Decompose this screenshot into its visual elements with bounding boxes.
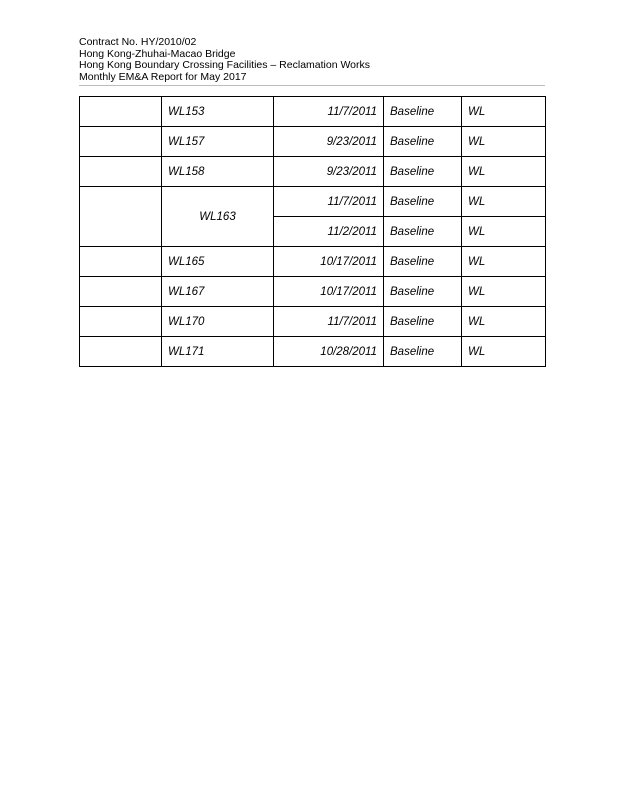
location-cell: WL153 [162, 97, 274, 127]
table-row [80, 187, 546, 217]
date-cell: 11/2/2011 [274, 217, 384, 247]
type-cell: Baseline [384, 187, 462, 217]
parameter-cell: WL [462, 277, 546, 307]
table-row [80, 307, 546, 337]
table-cell-blank [80, 97, 162, 127]
parameter-cell: WL [462, 307, 546, 337]
table-row [80, 157, 546, 187]
table-cell-blank [80, 337, 162, 367]
date-cell: 9/23/2011 [274, 157, 384, 187]
type-cell: Baseline [384, 127, 462, 157]
table-row [80, 127, 546, 157]
parameter-cell: WL [462, 127, 546, 157]
location-cell: WL167 [162, 277, 274, 307]
date-cell: 10/17/2011 [274, 277, 384, 307]
parameter-cell: WL [462, 157, 546, 187]
type-cell: Baseline [384, 97, 462, 127]
type-cell: Baseline [384, 337, 462, 367]
location-cell: WL157 [162, 127, 274, 157]
table-cell-blank [80, 307, 162, 337]
table-cell-blank [80, 277, 162, 307]
date-cell: 10/28/2011 [274, 337, 384, 367]
project-name: Hong Kong-Zhuhai-Macao Bridge [79, 47, 236, 60]
type-cell: Baseline [384, 277, 462, 307]
location-cell: WL165 [162, 247, 274, 277]
report-title: Monthly EM&A Report for May 2017 [79, 70, 247, 83]
type-cell: Baseline [384, 157, 462, 187]
location-cell: WL170 [162, 307, 274, 337]
type-cell: Baseline [384, 307, 462, 337]
works-name: Hong Kong Boundary Crossing Facilities – Reclamation Works [79, 59, 371, 71]
parameter-cell: WL [462, 247, 546, 277]
location-cell: WL163 [162, 187, 274, 247]
page-header [79, 37, 370, 83]
table-cell-blank [80, 187, 162, 247]
type-cell: Baseline [384, 217, 462, 247]
table-row [80, 337, 546, 367]
type-cell: Baseline [384, 247, 462, 277]
table-row [80, 97, 546, 127]
header-divider [79, 85, 545, 86]
parameter-cell: WL [462, 187, 546, 217]
date-cell: 11/7/2011 [274, 187, 384, 217]
table-cell-blank [80, 127, 162, 157]
contract-number: Contract No. HY/2010/02 [79, 36, 197, 48]
date-cell: 9/23/2011 [274, 127, 384, 157]
parameter-cell: WL [462, 337, 546, 367]
date-cell: 10/17/2011 [274, 247, 384, 277]
table-cell-blank [80, 247, 162, 277]
table-row [80, 277, 546, 307]
date-cell: 11/7/2011 [274, 307, 384, 337]
date-cell: 11/7/2011 [274, 97, 384, 127]
table-cell-blank [80, 157, 162, 187]
monitoring-table [79, 96, 546, 367]
parameter-cell: WL [462, 97, 546, 127]
parameter-cell: WL [462, 217, 546, 247]
location-cell: WL171 [162, 337, 274, 367]
location-cell: WL158 [162, 157, 274, 187]
table-row [80, 247, 546, 277]
